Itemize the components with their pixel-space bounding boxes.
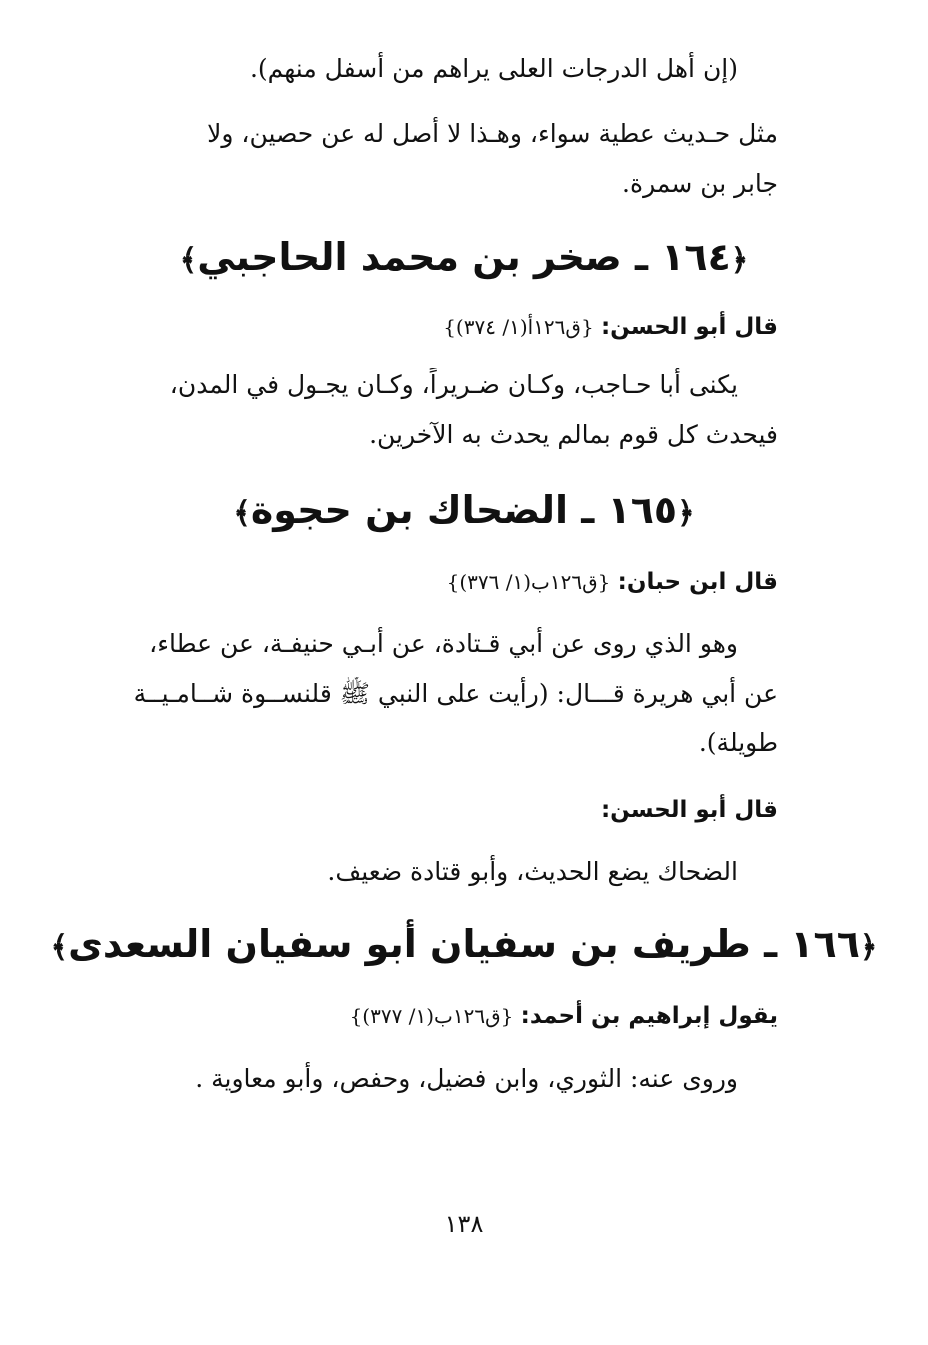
ornament-close-icon: ﴾ <box>233 496 251 531</box>
entry-heading-165 <box>0 485 928 539</box>
source-label: قال أبو الحسن: <box>600 797 778 823</box>
intro-line-3: جابر بن سمرة. <box>622 169 778 198</box>
entry-165-line-2: عن أبي هريرة قـــال: (رأيت على النبي ﷺ قلنســوة شــامـيــة <box>133 679 778 708</box>
entry-source-165 <box>110 566 778 598</box>
source-reference: {ق١٢٦ب(١/ ٣٧٦)} <box>446 570 611 594</box>
entry-source-165-second <box>110 794 778 826</box>
entry-number: ١٦٦ <box>790 922 860 966</box>
heading-dash: ـ <box>634 235 648 279</box>
entry-source-166 <box>110 1000 778 1032</box>
heading-dash: ـ <box>764 922 778 966</box>
ornament-open-icon: ﴿ <box>677 496 695 531</box>
entry-source-164 <box>110 311 778 343</box>
source-label: قال أبو الحسن: <box>600 314 778 340</box>
heading-dash: ـ <box>581 488 595 532</box>
intro-line-1: (إن أهل الدرجات العلى يراهم من أسفل منهم). <box>249 54 738 83</box>
source-label: يقول إبراهيم بن أحمد: <box>520 1003 778 1029</box>
source-reference: {ق١٢٦ب(١/ ٣٧٧)} <box>349 1004 514 1028</box>
entry-number: ١٦٤ <box>661 235 731 279</box>
entry-heading-166 <box>0 919 928 973</box>
entry-164-line-1: يكنى أبا حـاجب، وكـان ضـريراً، وكـان يجـول في المدن، <box>169 370 738 399</box>
entry-name: طريف بن سفيان أبو سفيان السعدى <box>68 922 751 966</box>
ornament-close-icon: ﴾ <box>179 243 198 278</box>
entry-name: الضحاك بن حجوة <box>250 488 569 532</box>
entry-164-line-2: فيحدث كل قوم بمالم يحدث به الآخرين. <box>369 420 778 449</box>
source-reference: {ق١٢٦أ(١/ ٣٧٤)} <box>443 315 594 339</box>
entry-165-line-3: طويلة). <box>698 728 778 757</box>
ornament-open-icon: ﴿ <box>730 243 749 278</box>
source-label: قال ابن حبان: <box>617 569 778 595</box>
entry-number: ١٦٥ <box>607 488 678 532</box>
entry-name: صخر بن محمد الحاجبي <box>197 235 622 279</box>
entry-heading-164 <box>0 232 928 286</box>
ornament-close-icon: ﴾ <box>50 930 69 965</box>
intro-line-2: مثل حـديث عطية سواء، وهـذا لا أصل له عن حصين، ولا <box>207 119 778 148</box>
page-number: ١٣٨ <box>444 1210 484 1238</box>
entry-166-line-1: وروى عنه: الثوري، وابن فضيل، وحفص، وأبو معاوية . <box>195 1064 738 1093</box>
entry-165-comment: الضحاك يضع الحديث، وأبو قتادة ضعيف. <box>327 857 738 886</box>
ornament-open-icon: ﴿ <box>859 930 878 965</box>
entry-165-line-1: وهو الذي روى عن أبي قـتادة، عن أبـي حنيفـة، عن عطاء، <box>149 629 738 658</box>
